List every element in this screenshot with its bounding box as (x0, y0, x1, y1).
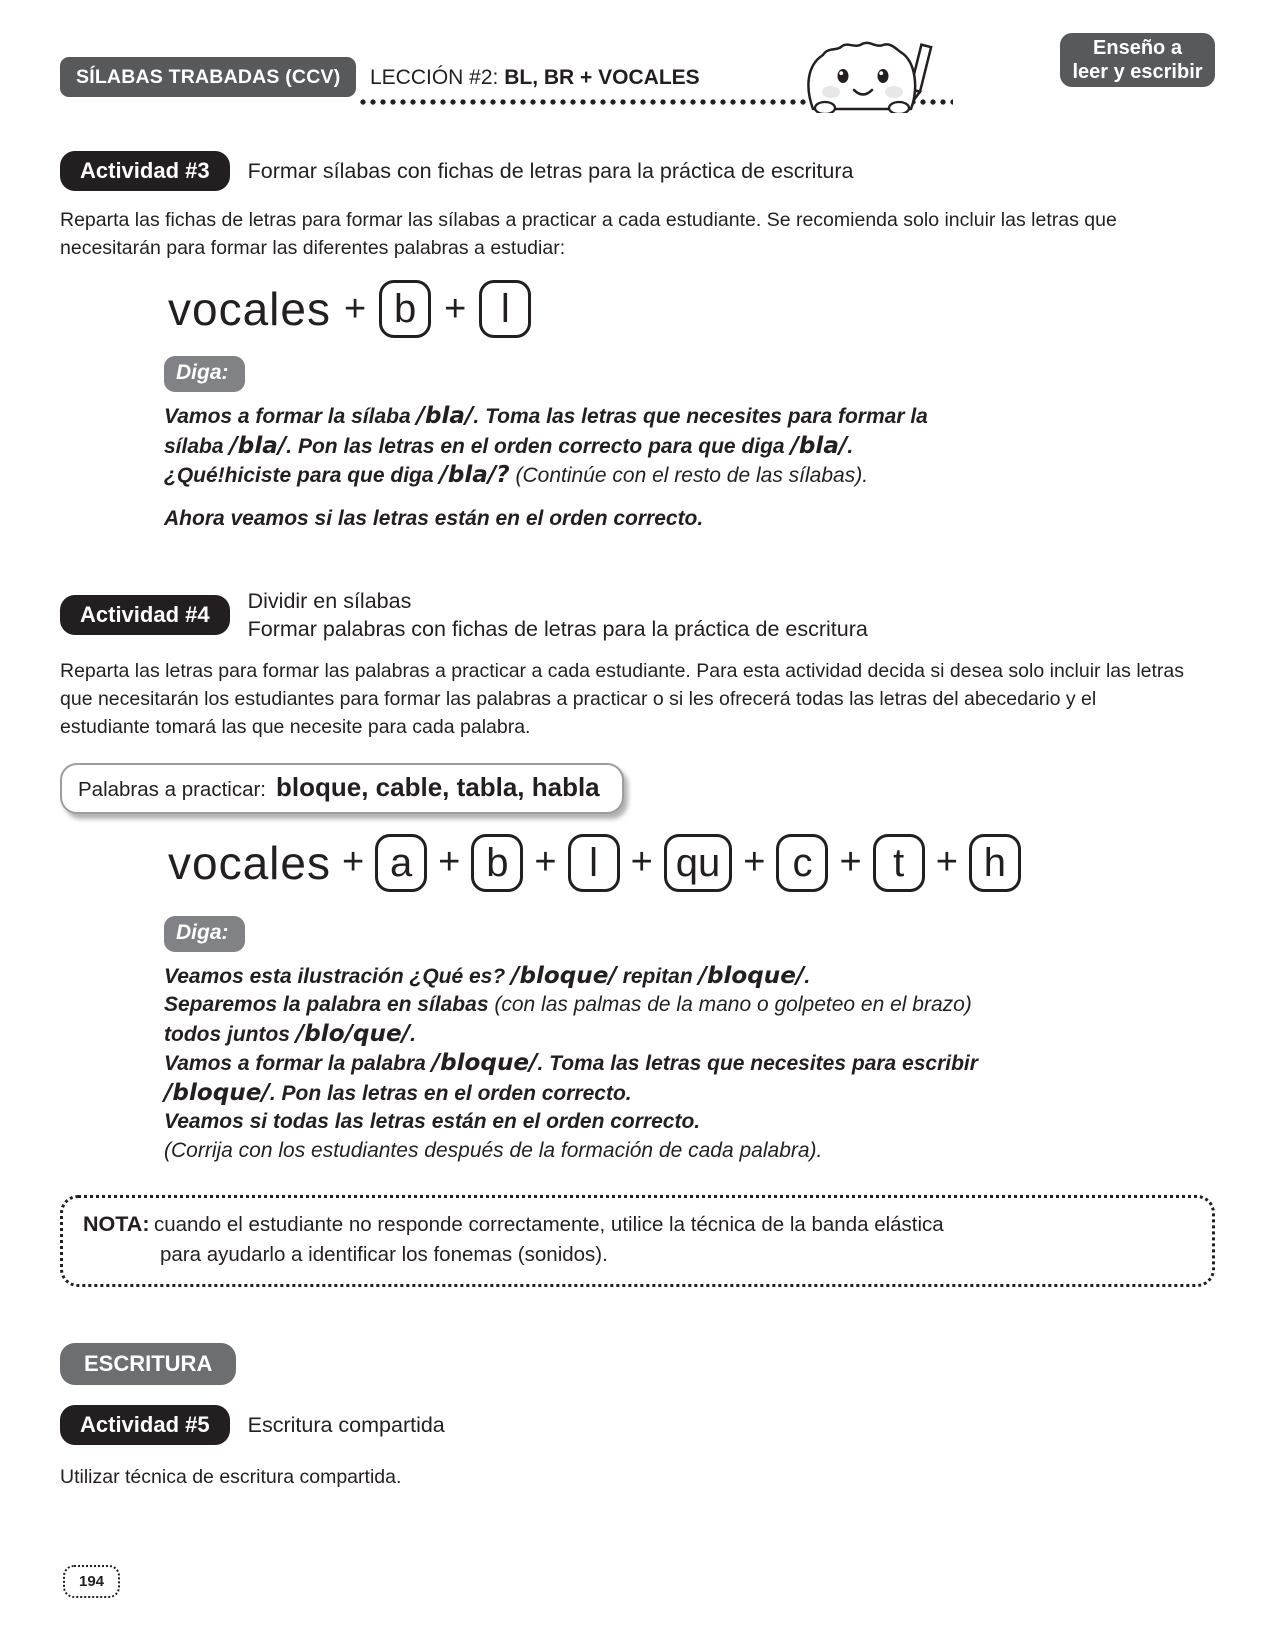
brand-line1: Enseño a (1093, 37, 1182, 59)
lesson-prefix: LECCIÓN #2: (370, 66, 505, 89)
text-segment: (Corrija con los estudiantes después de la formación de cada palabra). (164, 1138, 823, 1162)
script-line (164, 1137, 1215, 1166)
activity4-title-line2: Formar palabras con fichas de letras para la práctica de escritura (247, 616, 868, 641)
brand-badge (1060, 33, 1215, 87)
activity4-title-line1: Dividir en sílabas (247, 588, 412, 613)
text-segment: /blo/que/ (295, 1020, 411, 1047)
script-line (164, 1079, 1215, 1109)
plus-sign: + (935, 841, 958, 883)
text-segment: Veamos si todas las letras están en el orden correcto. (164, 1110, 701, 1133)
diga-badge: Diga: (164, 356, 245, 392)
words-to-practice-box (60, 763, 624, 814)
escritura-badge: ESCRITURA (60, 1343, 236, 1385)
activity5-title: Escritura compartida (247, 1413, 445, 1437)
lesson-title (370, 66, 700, 90)
text-segment: Vamos a formar la palabra (164, 1052, 432, 1075)
plus-sign: + (839, 841, 862, 883)
plus-sign: + (341, 841, 365, 883)
text-segment: /bloque/ (431, 1050, 538, 1076)
letter-tile-l: l (479, 280, 531, 338)
nota-label: NOTA: (83, 1212, 150, 1236)
script-line (164, 432, 1215, 462)
brand-line2: leer y escribir (1072, 61, 1203, 83)
plus-sign: + (630, 841, 653, 883)
words-list: bloque, cable, tabla, habla (276, 771, 600, 802)
activity4-heading (60, 587, 1215, 643)
plus-sign: + (438, 841, 461, 883)
activity3-intro: Reparta las fichas de letras para formar las sílabas a practicar a cada estudiante. Se recomienda solo incluir las letras que necesitarán para formar las diferentes palabras a estudiar: (60, 209, 1117, 259)
letter-tile-l: l (568, 834, 620, 892)
letter-tile-qu: qu (664, 834, 733, 892)
nota-line1 (83, 1210, 1188, 1240)
letter-tile-c: c (776, 834, 828, 892)
lesson-topic: BL, BR + VOCALES (504, 66, 700, 89)
activity3-heading (60, 151, 1215, 191)
plus-sign: + (343, 287, 367, 330)
text-segment: /bloque/ (164, 1079, 270, 1106)
page-number: 194 (63, 1565, 120, 1598)
text-segment: /bla/ (790, 432, 848, 459)
nota-text-line1: cuando el estudiante no responde correctamente, utilice la técnica de la banda elástica (153, 1213, 944, 1236)
activity5-body: Utilizar técnica de escritura compartida. (60, 1466, 402, 1488)
activity5-heading (60, 1405, 1215, 1445)
activity4-letter-tiles (168, 834, 1215, 892)
activity4-title (248, 587, 868, 643)
script-line (164, 991, 1215, 1020)
text-segment: repitan (616, 964, 699, 988)
plus-sign: + (534, 841, 557, 883)
text-segment: Veamos esta ilustración ¿Qué es? (164, 964, 512, 988)
text-segment: (Continúe con el resto de las sílabas). (509, 464, 869, 487)
letter-tile-a: a (375, 834, 427, 892)
mascot-face-illustration (795, 35, 945, 113)
text-segment: . Toma las letras que necesites para formar la (473, 405, 928, 428)
script-line (164, 1020, 1215, 1050)
plus-sign: + (743, 841, 766, 883)
activity3-letter-tiles (168, 280, 1215, 338)
face-icon (795, 35, 945, 113)
activity4-intro: Reparta las letras para formar las palabras a practicar a cada estudiante. Para esta actividad decida si desea solo incluir las letras que necesitarán los estudiantes para formar las palabras a practicar o si les ofrecerá todas las letras del abecedario y el estudiante tomará las que necesite para cada palabra. (60, 659, 1185, 738)
diga-badge: Diga: (164, 916, 245, 952)
text-segment: /bloque/ (511, 962, 617, 989)
text-segment: /bla/ (229, 432, 287, 459)
text-segment: /bla/ (416, 403, 474, 429)
activity3-badge: Actividad #3 (60, 151, 230, 191)
text-segment: Separemos la palabra en sílabas (164, 993, 495, 1016)
script-line (164, 402, 1215, 432)
text-segment: . Toma las letras que necesites para escribir (537, 1052, 978, 1075)
text-segment: sílaba (164, 434, 230, 458)
script-line (164, 461, 1215, 491)
text-segment: (con las palmas de la mano o golpeteo en el brazo) (494, 993, 972, 1016)
words-label: Palabras a practicar: (78, 777, 267, 801)
text-segment: /bloque/ (698, 962, 805, 989)
text-segment: /bla/? (439, 462, 510, 488)
nota-text-line2: para ayudarlo a identificar los fonemas (sonidos). (160, 1243, 608, 1266)
activity5-badge: Actividad #5 (60, 1405, 230, 1445)
page-header (60, 37, 1215, 105)
activity3-closing: Ahora veamos si las letras están en el orden correcto. (164, 506, 704, 530)
text-segment: ¿Qué!hiciste para que diga (164, 464, 440, 487)
text-segment: . (410, 1022, 416, 1046)
text-segment: . (847, 434, 854, 458)
activity4-script (164, 962, 1215, 1166)
text-segment: todos juntos (164, 1022, 296, 1046)
tiles-label: vocales (168, 283, 331, 335)
plus-sign: + (444, 287, 467, 330)
text-segment: . Pon las letras en el orden correcto para que diga (286, 434, 791, 458)
letter-tile-b: b (471, 834, 523, 892)
nota-box (60, 1195, 1215, 1287)
script-line (164, 1108, 1215, 1137)
tiles-label: vocales (168, 836, 331, 889)
text-segment: . (804, 964, 811, 988)
activity3-script (164, 402, 1215, 491)
section-label: SÍLABAS TRABADAS (CCV) (60, 57, 356, 97)
text-segment: . Pon las letras en el orden correcto. (269, 1081, 632, 1105)
letter-tile-t: t (873, 834, 925, 892)
letter-tile-b: b (379, 280, 431, 338)
script-line (164, 1049, 1215, 1079)
activity4-badge: Actividad #4 (60, 595, 230, 635)
letter-tile-h: h (969, 834, 1021, 892)
script-line (164, 962, 1215, 992)
text-segment: Vamos a formar la sílaba (164, 405, 417, 428)
activity3-title: Formar sílabas con fichas de letras para la práctica de escritura (247, 159, 854, 183)
